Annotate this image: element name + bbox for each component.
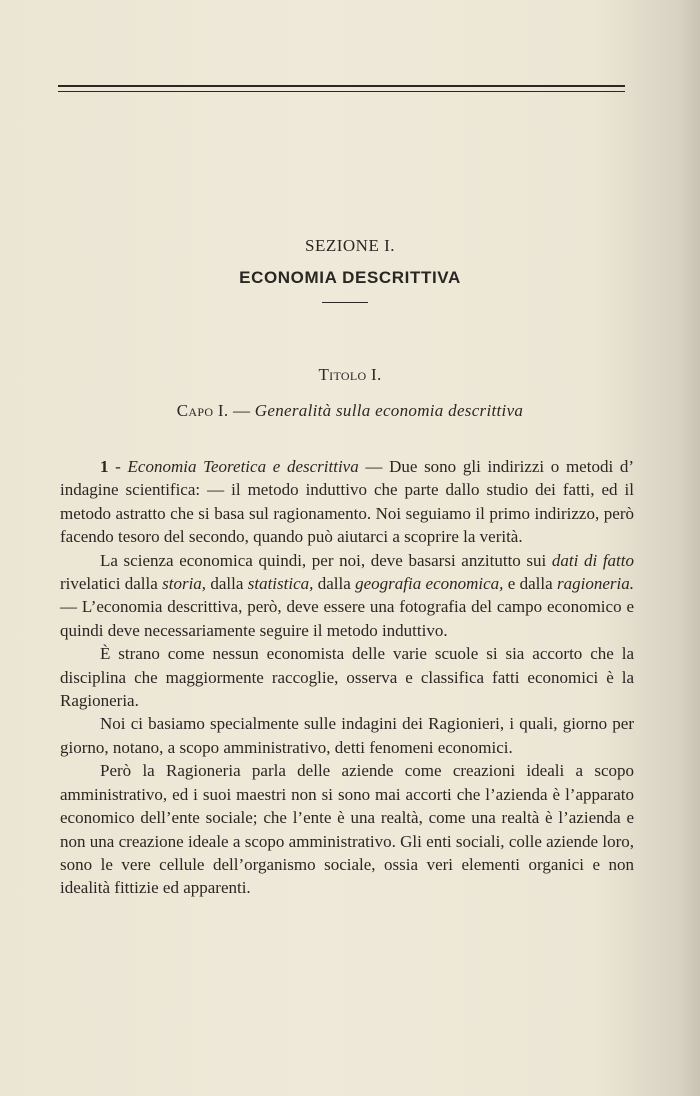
paragraph-2-text-2: rivelatici dalla xyxy=(60,574,163,594)
section-title: ECONOMIA DESCRITTIVA xyxy=(239,268,461,287)
paragraph-3: È strano come nessun economista delle varie scuole si sia accorto che la disciplina che maggiormente raccoglie, osserva e classifica fatti economici è la Ragioneria. xyxy=(60,644,634,711)
paragraph-2-text-6: — L’economia descrittiva, però, deve essere una fotografia del campo economico e quindi deve necessariamente seguire il metodo induttivo. xyxy=(60,597,634,640)
emphasis-statistica: statistica, xyxy=(247,574,314,594)
paragraph-2-text-3: dalla xyxy=(206,574,248,594)
emphasis-geografia-economica: geografia economica, xyxy=(355,574,504,594)
chapter-label: Capo I. xyxy=(176,401,229,420)
paragraph-number: 1 xyxy=(100,457,109,476)
paragraph-heading: Economia Teoretica e descrittiva xyxy=(127,457,359,476)
section-label: SEZIONE I. xyxy=(305,236,395,255)
chapter-heading xyxy=(0,401,700,421)
chapter-dash: — xyxy=(228,401,255,420)
paragraph-5: Però la Ragioneria parla delle aziende come creazioni ideali a scopo amministrativo, ed i suoi maestri non si sono mai accorti che l’azienda è l’apparato economico dell’ente sociale; che l’ente è una realtà, come una realtà è l’azienda e non una creazione ideale a scopo amministrativo. Gli enti sociali, colle aziende loro, sono le vere cellule dell’organismo sociale, ossia veri elementi organici e non idealità fittizie ed apparenti. xyxy=(60,761,634,898)
top-double-rule-thin xyxy=(58,91,625,92)
body-text xyxy=(60,455,634,900)
paragraph-2-text-4: dalla xyxy=(313,574,356,594)
section-divider xyxy=(322,302,368,303)
paragraph-2-text-5: e dalla xyxy=(503,574,558,594)
chapter-title: Generalità sulla economia descrittiva xyxy=(254,401,524,420)
top-double-rule-thick xyxy=(58,85,625,87)
titolo-label: Titolo I. xyxy=(318,365,382,384)
paragraph-2 xyxy=(60,549,634,643)
paragraph-4: Noi ci basiamo specialmente sulle indagini dei Ragionieri, i quali, giorno per giorno, notano, a scopo amministrativo, detti fenomeni economici. xyxy=(60,714,634,757)
paragraph-1 xyxy=(60,455,634,549)
emphasis-dati-di-fatto: dati di fatto xyxy=(551,550,634,570)
emphasis-ragioneria: ragioneria. xyxy=(557,574,634,594)
paragraph-1-text: — Due sono gli indirizzi o metodi d’ indagine scientifica: — il metodo induttivo che parte dallo studio dei fatti, ed il metodo astratto che si basa sul ragionamento. Noi seguiamo il primo indirizzo, però facendo tesoro del secondo, quando può aiutarci a scoprire la verità. xyxy=(60,457,635,547)
paragraph-number-separator: - xyxy=(108,457,128,476)
paragraph-2-text-1: La scienza economica quindi, per noi, deve basarsi anzitutto sui xyxy=(100,550,552,570)
emphasis-storia: storia, xyxy=(162,574,207,594)
titolo-heading xyxy=(0,365,700,385)
